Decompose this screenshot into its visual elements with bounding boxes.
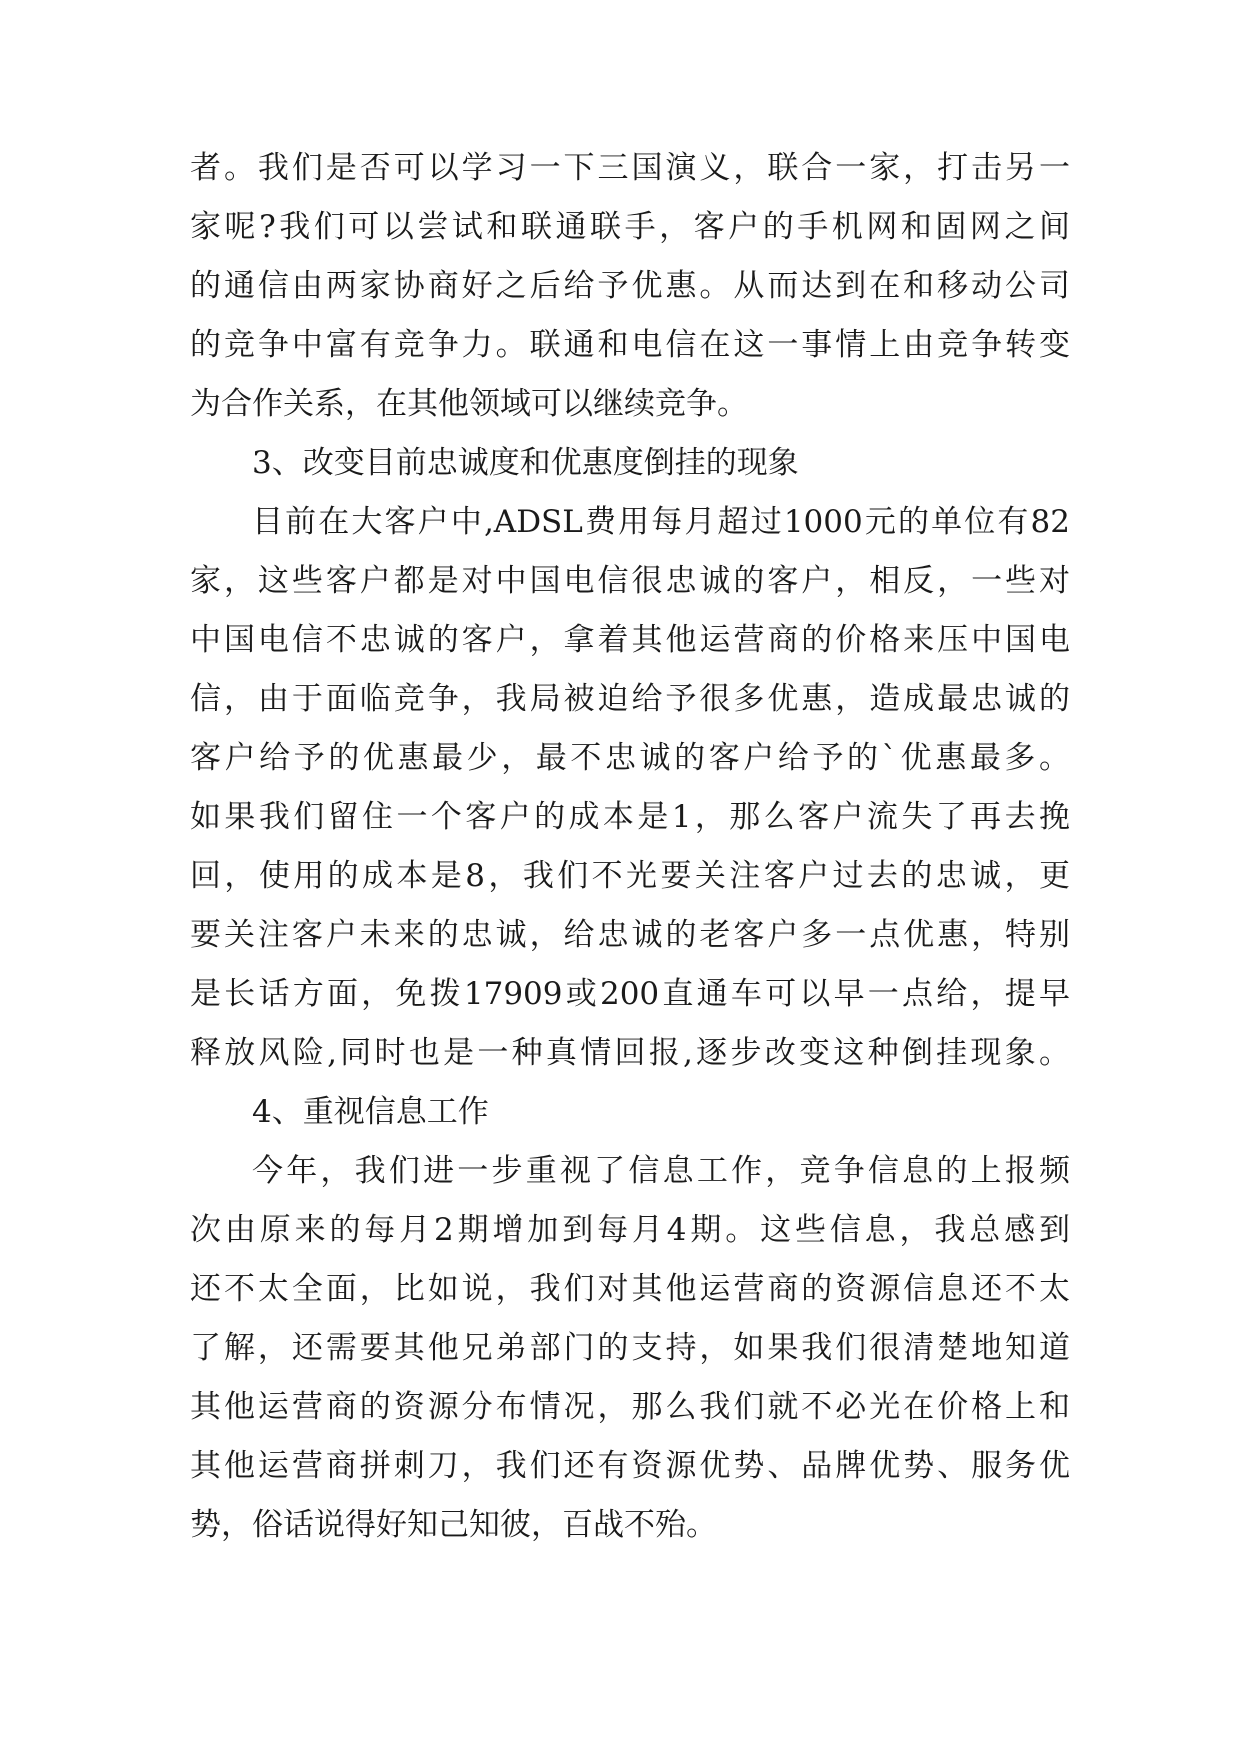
paragraph-line: 信，由于面临竞争，我局被迫给予很多优惠，造成最忠诚的	[190, 681, 1070, 717]
paragraph-line: 今年，我们进一步重视了信息工作，竞争信息的上报频	[252, 1153, 1070, 1189]
paragraph-line: 目前在大客户中,ADSL费用每月超过1000元的单位有82	[252, 504, 1070, 540]
paragraph-line: 客户给予的优惠最少，最不忠诚的客户给予的`优惠最多。	[190, 740, 1070, 776]
paragraph-line: 还不太全面，比如说，我们对其他运营商的资源信息还不太	[190, 1271, 1070, 1307]
paragraph-line: 者。我们是否可以学习一下三国演义，联合一家，打击另一	[190, 150, 1070, 186]
paragraph-line: 了解，还需要其他兄弟部门的支持，如果我们很清楚地知道	[190, 1330, 1070, 1366]
paragraph-line: 势，俗话说得好知己知彼，百战不殆。	[190, 1507, 717, 1543]
paragraph-line: 的竞争中富有竞争力。联通和电信在这一事情上由竞争转变	[190, 327, 1070, 363]
paragraph-line: 是长话方面，免拨17909或200直通车可以早一点给，提早	[190, 976, 1070, 1012]
paragraph-line: 要关注客户未来的忠诚，给忠诚的老客户多一点优惠，特别	[190, 917, 1070, 953]
section-heading-3: 3、改变目前忠诚度和优惠度倒挂的现象	[252, 445, 799, 481]
paragraph-line: 中国电信不忠诚的客户，拿着其他运营商的价格来压中国电	[190, 622, 1070, 658]
paragraph-line: 如果我们留住一个客户的成本是1，那么客户流失了再去挽	[190, 799, 1070, 835]
paragraph-line: 次由原来的每月2期增加到每月4期。这些信息，我总感到	[190, 1212, 1070, 1248]
paragraph-line: 其他运营商拼刺刀，我们还有资源优势、品牌优势、服务优	[190, 1448, 1070, 1484]
paragraph-line: 的通信由两家协商好之后给予优惠。从而达到在和移动公司	[190, 268, 1070, 304]
paragraph-line: 其他运营商的资源分布情况，那么我们就不必光在价格上和	[190, 1389, 1070, 1425]
paragraph-line: 回，使用的成本是8，我们不光要关注客户过去的忠诚，更	[190, 858, 1070, 894]
paragraph-line: 家，这些客户都是对中国电信很忠诚的客户，相反，一些对	[190, 563, 1070, 599]
section-heading-4: 4、重视信息工作	[252, 1094, 489, 1130]
paragraph-line: 释放风险,同时也是一种真情回报,逐步改变这种倒挂现象。	[190, 1035, 1070, 1071]
paragraph-line: 为合作关系，在其他领域可以继续竞争。	[190, 386, 748, 422]
paragraph-line: 家呢?我们可以尝试和联通联手，客户的手机网和固网之间	[190, 209, 1070, 245]
